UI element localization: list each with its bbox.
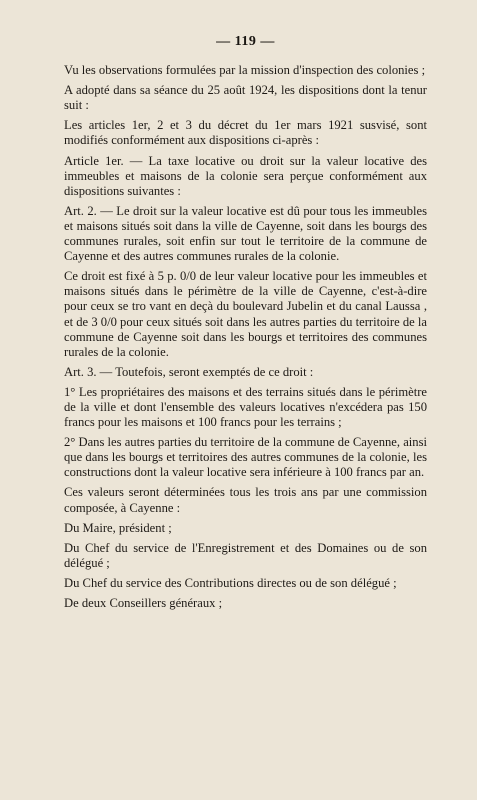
paragraph-observations: Vu les observations formulées par la mission d'inspection des colonies ; — [64, 63, 426, 78]
paragraph-article-2: Art. 2. — Le droit sur la valeur locative est dû pour tous les immeubles et maisons situés soit dans la ville de Cayenne, soit dans les bourgs des communes rurales, soit enfin sur tout le territoire de la commune de Cayenne et des autres communes rurales de la colonie. — [64, 203, 427, 264]
paragraph-conseillers: De deux Conseillers généraux ; — [64, 596, 223, 610]
paragraph-chef-enregistrement: Du Chef du service de l'Enregistrement et des Domaines ou de son délégué ; — [64, 540, 427, 570]
paragraph-adoption: A adopté dans sa séance du 25 août 1924, les dispositions dont la tenur suit : — [64, 83, 427, 113]
paragraph-exemption-1: 1° Les propriétaires des maisons et des terrains situés dans le périmètre de la ville et dont l'ensemble des valeurs locatives n'excédera pas 150 francs pour les maisons et 100 francs pour les terrains ; — [64, 384, 427, 430]
paragraph-article-3: Art. 3. — Toutefois, seront exemptés de ce droit : — [64, 364, 314, 379]
paragraph-rate: Ce droit est fixé à 5 p. 0/0 de leur valeur locative pour les immeubles et maisons situés dans le périmètre de la ville de Cayenne, c'est-à-dire pour ceux se tro vant en deçà du boulevard Jubelin et du canal Laussa , et de 3 0/0 pour ceux situés soit dans les autres parties du territoire de la commune de Cayenne soit dans les bourgs et territoires des communes rurales de la colonie. — [64, 269, 427, 359]
paragraph-maire: Du Maire, président ; — [64, 520, 172, 535]
paragraph-article-1: Article 1er. — La taxe locative ou droit sur la valeur locative des immeubles et maisons de la colonie sera perçue conformément aux dispositions suivantes : — [64, 153, 427, 198]
paragraph-commission: Ces valeurs seront déterminées tous les trois ans par une commission composée, à Cayenne : — [64, 485, 427, 515]
paragraph-chef-contributions: Du Chef du service des Contributions directes ou de son délégué ; — [64, 575, 397, 590]
paragraph-articles-modified: Les articles 1er, 2 et 3 du décret du 1er mars 1921 susvisé, sont modifiés conformément aux dispositions ci-après : — [64, 118, 427, 148]
page-number: — 119 — — [216, 34, 275, 49]
paragraph-exemption-2: 2° Dans les autres parties du territoire de la commune de Cayenne, ainsi que dans les bourgs et territoires des autres communes de la colonie, les constructions dont la valeur locative sera inférieure à 100 francs par an. — [64, 435, 427, 480]
